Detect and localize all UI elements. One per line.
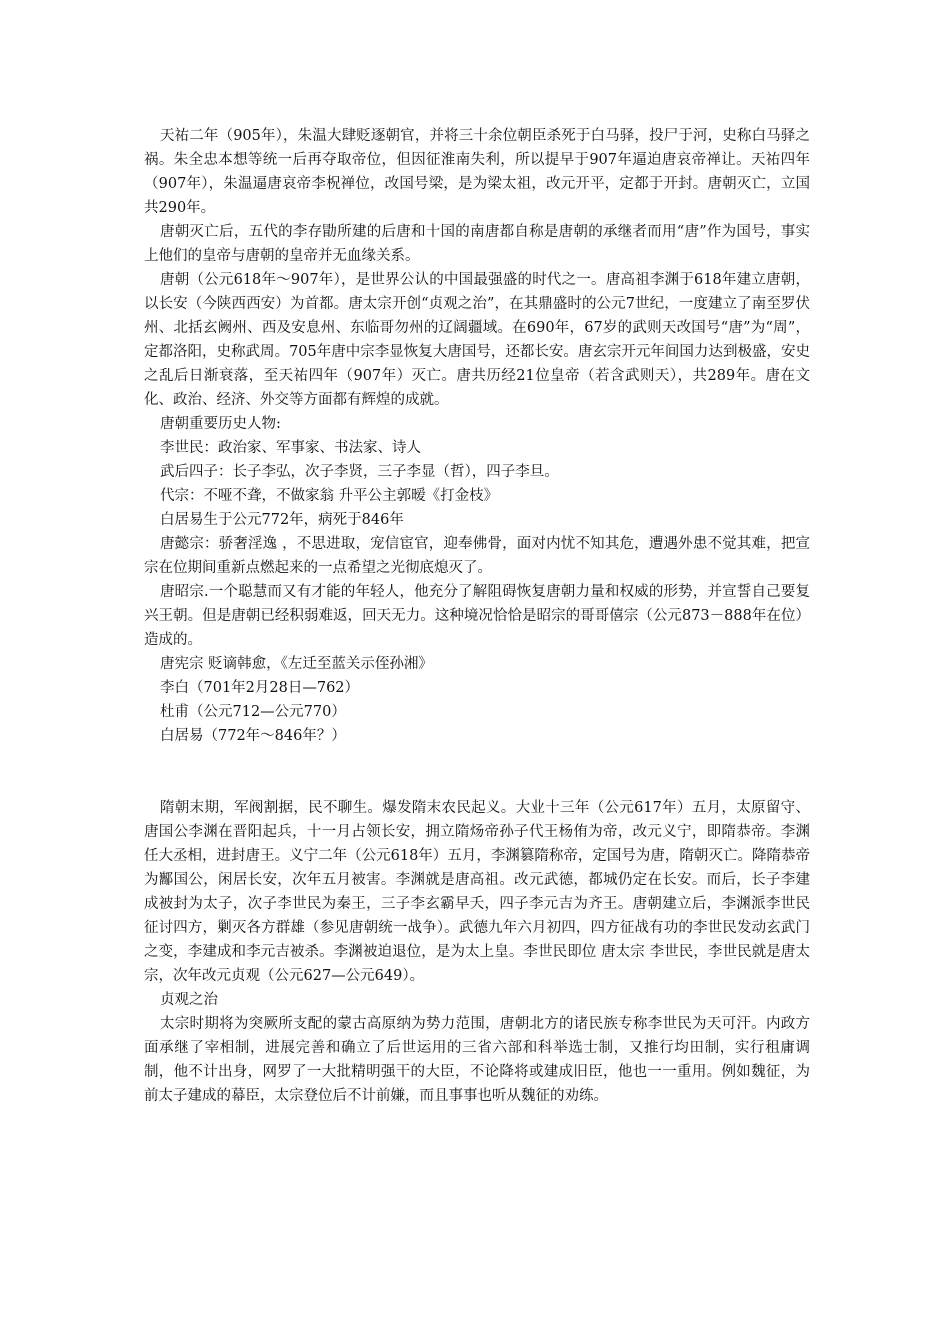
paragraph-sui-end-tang-founding: 隋朝末期，军阀割据，民不聊生。爆发隋末农民起义。大业十三年（公元617年）五月，太原留守、唐国公李渊在晋阳起兵，十一月占领长安，拥立隋炀帝孙子代王杨侑为帝，改元义宁，即隋恭帝。李渊任大丞相，进封唐王。义宁二年（公元618年）五月，李渊篡隋称帝，定国号为唐，隋朝灭亡。降隋恭帝为酅国公，闲居长安，次年五月被害。李渊就是唐高祖。改元武德，都城仍定在长安。而后，长子李建成被封为太子，次子李世民为秦王，三子李玄霸早夭，四子李元吉为齐王。唐朝建立后，李渊派李世民征讨四方，剿灭各方群雄（参见唐朝统一战争）。武德九年六月初四，四方征战有功的李世民发动玄武门之变，李建成和李元吉被杀。李渊被迫退位，是为太上皇。李世民即位 唐太宗 李世民，李世民就是唐太宗，次年改元贞观（公元627—公元649）。 [144, 800, 810, 984]
paragraph-taizong-reign: 太宗时期将为突厥所支配的蒙古高原纳为势力范围，唐朝北方的诸民族专称李世民为天可汗。内政方面承继了宰相制，进展完善和确立了后世运用的三省六部和科举选士制，又推行均田制，实行租庸调制，他不计出身，网罗了一大批精明强干的大臣，不论降将或建成旧臣，他也一一重用。例如魏征，为前太子建成的幕臣，太宗登位后不计前嫌，而且事事也听从魏征的劝练。 [144, 1016, 810, 1104]
paragraph-successors: 唐朝灭亡后，五代的李存勖所建的后唐和十国的南唐都自称是唐朝的承继者而用“唐”作为国号，事实上他们的皇帝与唐朝的皇帝并无血缘关系。 [144, 224, 810, 264]
list-item-li-bai: 李白（701年2月28日—762） [160, 680, 360, 696]
list-item-du-fu: 杜甫（公元712—公元770） [160, 704, 346, 720]
paragraph-baima-disaster: 天祐二年（905年），朱温大肆贬逐朝官，并将三十余位朝臣杀死于白马驿，投尸于河，史称白马驿之祸。朱全忠本想等统一后再夺取帝位，但因征淮南失利，所以提早于907年逼迫唐哀帝禅让。天祐四年（907年），朱温逼唐哀帝李柷禅位，改国号梁，是为梁太祖，改元开平，定都于开封。唐朝灭亡，立国共290年。 [144, 128, 810, 216]
paragraph-tang-overview: 唐朝（公元618年～907年），是世界公认的中国最强盛的时代之一。唐高祖李渊于618年建立唐朝，以长安（今陕西西安）为首都。唐太宗开创“贞观之治”，在其鼎盛时的公元7世纪，一度建立了南至罗伏州、北括玄阙州、西及安息州、东临哥勿州的辽阔疆域。在690年，67岁的武则天改国号“唐”为“周”，定都洛阳，史称武周。705年唐中宗李显恢复大唐国号，还都长安。唐玄宗开元年间国力达到极盛，安史之乱后日渐衰落，至天祐四年（907年）灭亡。唐共历经21位皇帝（若含武则天），共289年。唐在文化、政治、经济、外交等方面都有辉煌的成就。 [144, 272, 810, 408]
list-item-bai-juyi-dates: 白居易生于公元772年，病死于846年 [160, 512, 404, 528]
list-item-li-shimin: 李世民：政治家、军事家、书法家、诗人 [160, 440, 421, 456]
list-item-wuhou-sons: 武后四子：长子李弘，次子李贤，三子李显（哲），四子李旦。 [160, 464, 559, 480]
list-item-bai-juyi: 白居易（772年～846年？） [160, 728, 346, 744]
section-tang-fall-and-figures [144, 124, 810, 748]
document-page [144, 124, 810, 1108]
list-item-daizong: 代宗：不哑不聋，不做家翁 升平公主郭暧《打金枝》 [160, 488, 499, 504]
list-item-yizong: 唐懿宗：骄奢淫逸 ，不思进取，宠信宦官，迎奉佛骨，面对内忧不知其危，遭遇外患不觉其难，把宣宗在位期间重新点燃起来的一点希望之光彻底熄灭了。 [144, 536, 810, 576]
heading-historical-figures: 唐朝重要历史人物: [160, 416, 281, 432]
heading-zhenguan: 贞观之治 [160, 992, 218, 1008]
section-spacer [144, 748, 810, 796]
section-tang-founding [144, 796, 810, 1108]
list-item-xianzong: 唐宪宗 贬谪韩愈，《左迁至蓝关示侄孙湘》 [160, 656, 433, 672]
list-item-zhaozong: 唐昭宗.一个聪慧而又有才能的年轻人，他充分了解阻碍恢复唐朝力量和权威的形势，并宣誓自己要复兴王朝。但是唐朝已经积弱难返，回天无力。这种境况恰恰是昭宗的哥哥僖宗（公元873－888年在位）造成的。 [144, 584, 810, 648]
